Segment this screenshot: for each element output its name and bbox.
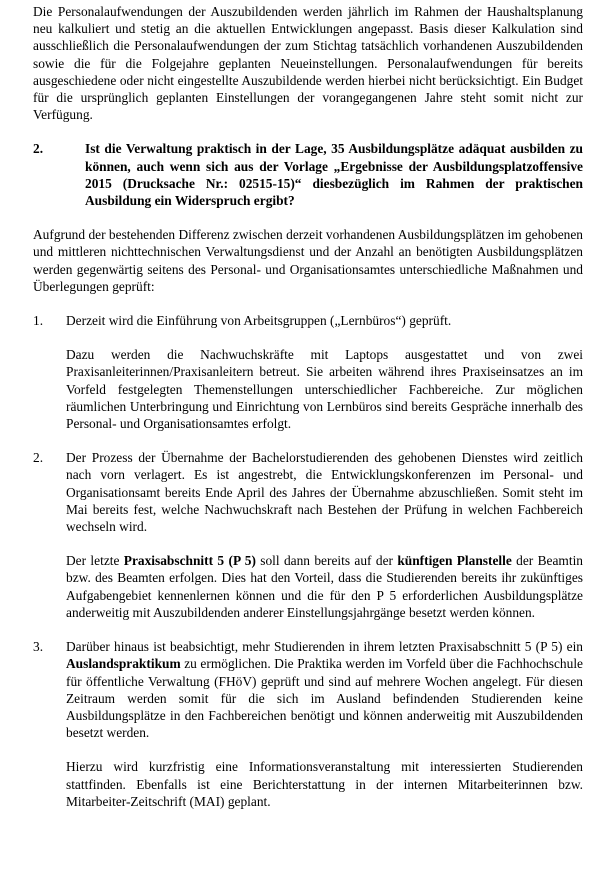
text-run: zu ermöglichen. Die Praktika werden im Vorfeld über die Fachhochschule für öffentliche Verwaltung (FHöV) geprüft und sind auf mehrere Wochen angelegt. Für diesen Zeitraum werden somit für die sich im Ausland befindenden Studierenden keine Ausbildungsplätze in den Fachbereichen benötigt und können anderweitig mit Auszubildenden besetzt werden. xyxy=(66,656,583,741)
list-item-number: 3. xyxy=(33,639,44,655)
bold-term: Praxisabschnitt 5 (P 5) xyxy=(123,553,256,569)
list-item-paragraph: Hierzu wird kurzfristig eine Informationsveranstaltung mit interessierten Studierenden stattfinden. Ebenfalls ist eine Berichterstattung in der internen Mitarbeiterinnen bzw. Mitarbeiter-Zeitschrift (MAI) geplant. xyxy=(66,759,583,809)
text-run: der Beamtin bzw. des Beamten erfolgen. Dies hat den Vorteil, dass die Studierenden bereits ihr zukünftiges Aufgabengebiet kennenlernen können und die für den P 5 erforderlichen Ausbildungsplätze anderweitig mit Auszubildenden anderer Einstellungsjahrgänge besetzt werden können. xyxy=(66,553,583,620)
list-item-body xyxy=(66,638,583,810)
intro-paragraph: Die Personalaufwendungen der Auszubildenden werden jährlich im Rahmen der Haushaltsplanung neu kalkuliert und stetig an die aktuellen Entwicklungen angepasst. Basis dieser Kalkulation sind ausschließlich die Personalaufwendungen der zum Stichtag tatsächlich vorhandenen Auszubildenden sowie die für die Folgejahre geplanten Neueinstellungen. Personalaufwendungen für bereits ausgeschiedene oder nicht eingestellte Auszubildende werden hierbei nicht berücksichtigt. Ein Budget für die ursprünglich geplanten Einstellungen der vorangegangenen Jahre steht somit nicht zur Verfügung. xyxy=(33,4,583,123)
list-item xyxy=(33,312,583,432)
list-item xyxy=(33,449,583,621)
list-item-body xyxy=(66,312,583,432)
list-item-paragraph xyxy=(66,638,583,741)
question-heading xyxy=(33,140,583,209)
list-item-paragraph: Dazu werden die Nachwuchskräfte mit Laptops ausgestattet und von zwei Praxisanleiterinnen/Praxisanleitern betreut. Sie arbeiten während ihres Praxiseinsatzes an im Vorfeld festgelegten Themenstellungen unterschiedlicher Fachbereiche. Zur möglichen räumlichen Unterbringung und Einrichtung von Lernbüros sind bereits Gespräche innerhalb des Personal- und Organisationsamtes erfolgt. xyxy=(66,347,583,432)
list-item-number: 2. xyxy=(33,450,44,466)
list-item-paragraph: Der Prozess der Übernahme der Bachelorstudierenden des gehobenen Dienstes wird zeitlich nach vorn verlagert. Es ist angestrebt, die Entwicklungskonferenzen im Personal- und Organisationsamt bereits Ende April des Jahres der Übernahme abzuschließen. Somit steht im Mai bereits fest, welche Nachwuchskraft nach Bestehen der Prüfung in welchen Fachbereich wechseln wird. xyxy=(66,450,583,535)
question-text: Ist die Verwaltung praktisch in der Lage, 35 Ausbildungsplätze adäquat ausbilden zu können, auch wenn sich aus der Vorlage „Ergebnisse der Ausbildungsplatzoffensive 2015 (Drucksache Nr.: 02515-15)“ diesbezüglich im Rahmen der praktischen Ausbildung ein Widerspruch ergibt? xyxy=(85,141,583,209)
list-item-number: 1. xyxy=(33,313,44,329)
measures-list xyxy=(33,312,583,810)
bold-term: Auslandspraktikum xyxy=(66,656,181,672)
list-item-paragraph: Derzeit wird die Einführung von Arbeitsgruppen („Lernbüros“) geprüft. xyxy=(66,313,452,329)
text-run: Der letzte xyxy=(66,553,124,569)
list-item-body xyxy=(66,449,583,621)
list-item-paragraph xyxy=(66,552,583,621)
question-number: 2. xyxy=(33,141,44,157)
text-run: soll dann bereits auf der xyxy=(255,553,398,569)
answer-intro-paragraph: Aufgrund der bestehenden Differenz zwischen derzeit vorhandenen Ausbildungsplätzen im gehobenen und mittleren nichttechnischen Verwaltungsdienst und der Anzahl an benötigten Ausbildungsplätzen werden gegenwärtig seitens des Personal- und Organisationsamtes unterschiedliche Maßnahmen und Überlegungen geprüft: xyxy=(33,227,583,294)
text-run: Darüber hinaus ist beabsichtigt, mehr Studierenden in ihrem letzten Praxisabschnitt 5 (P 5) ein xyxy=(66,639,583,655)
bold-term: künftigen Planstelle xyxy=(397,553,512,569)
list-item xyxy=(33,638,583,810)
